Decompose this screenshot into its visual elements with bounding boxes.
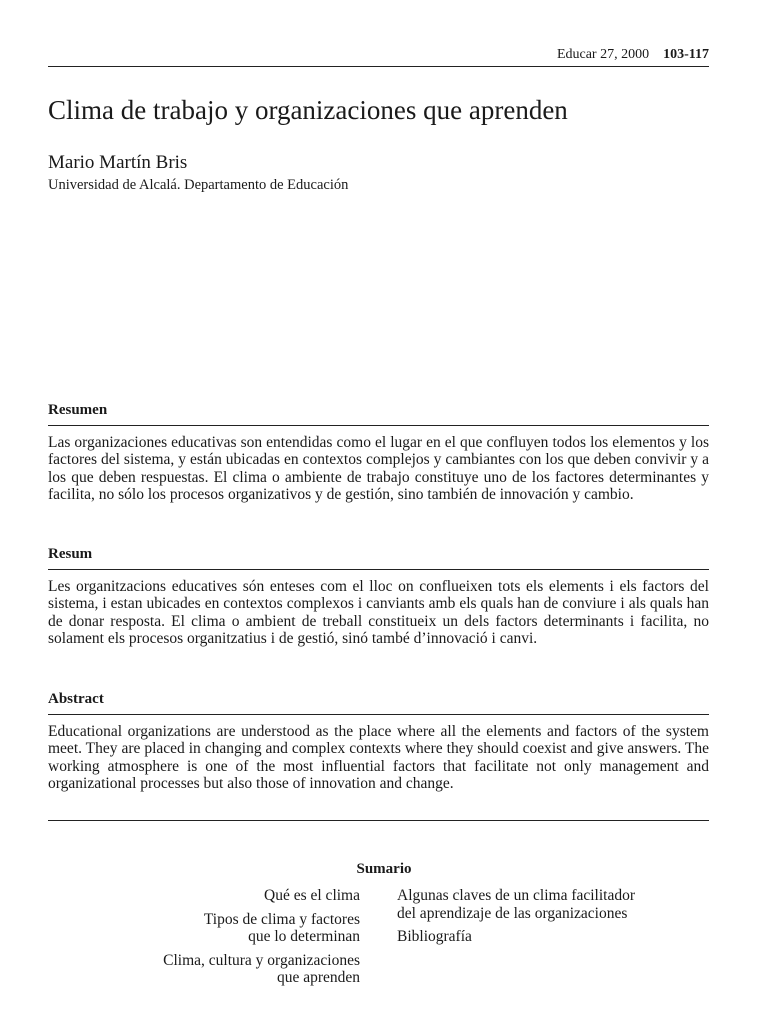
- sumario-item: [60, 911, 360, 946]
- author-name: Mario Martín Bris: [48, 152, 188, 173]
- page-range: 103-117: [663, 47, 709, 62]
- resum-body: Les organitzacions educatives són enteses com el lloc on conflueixen tots els elements i els factors del sistema, i estan ubicades en contextos complexos i canviants amb els quals han de conviure i als quals han de donar resposta. El clima o ambient de treball constitueix un dels factors determinants i facilita, no solament els procesos organitzatius i de gestió, sinó també d’innovació i canvi.: [48, 578, 709, 648]
- resumen-section: [48, 400, 709, 504]
- sumario-item-line: que aprenden: [276, 969, 360, 986]
- sumario-item: [60, 887, 360, 905]
- sumario-item-line: del aprendizaje de las organizaciones: [397, 904, 628, 922]
- sumario-item: [60, 952, 360, 987]
- resumen-heading: Resumen: [48, 400, 709, 426]
- sumario-title: Sumario: [356, 861, 412, 877]
- sumario-item: [397, 928, 717, 946]
- sumario-item-line: Algunas claves de un clima facilitador: [397, 887, 636, 904]
- resum-heading: Resum: [48, 544, 709, 570]
- abstract-section: [48, 689, 709, 793]
- sumario-right-column: [397, 887, 717, 952]
- sumario-item-line: Tipos de clima y factores: [203, 910, 360, 928]
- sumario-item: [397, 887, 717, 922]
- sumario-item-line: que lo determinan: [248, 928, 360, 945]
- article-title: Clima de trabajo y organizaciones que aprenden: [48, 95, 568, 125]
- author-affiliation: Universidad de Alcalá. Departamento de Educación: [48, 177, 349, 193]
- journal-citation: Educar 27, 2000: [556, 47, 650, 62]
- sumario-item-line: Clima, cultura y organizaciones: [163, 951, 360, 969]
- abstract-heading: Abstract: [48, 689, 709, 715]
- running-header: [48, 46, 709, 67]
- section-divider: [48, 820, 709, 821]
- sumario-item-line: Bibliografía: [397, 928, 472, 945]
- sumario-item-line: Qué es el clima: [264, 887, 360, 904]
- resum-section: [48, 544, 709, 648]
- sumario-left-column: [60, 887, 360, 993]
- resumen-body: Las organizaciones educativas son entendidas como el lugar en el que confluyen todos los elementos y los factores del sistema, y están ubicadas en contextos complejos y cambiantes con los que deben convivir y a los que deben respuestas. El clima o ambiente de trabajo constituye uno de los factores determinantes y facilita, no sólo los procesos organizativos y de gestión, sino también de innovación y cambio.: [48, 434, 709, 504]
- abstract-body: Educational organizations are understood as the place where all the elements and factors of the system meet. They are placed in changing and complex contexts where they should coexist and give answers. The working atmosphere is one of the most influential factors that facilitate not only management and organizational processes but also those of innovation and change.: [48, 723, 709, 793]
